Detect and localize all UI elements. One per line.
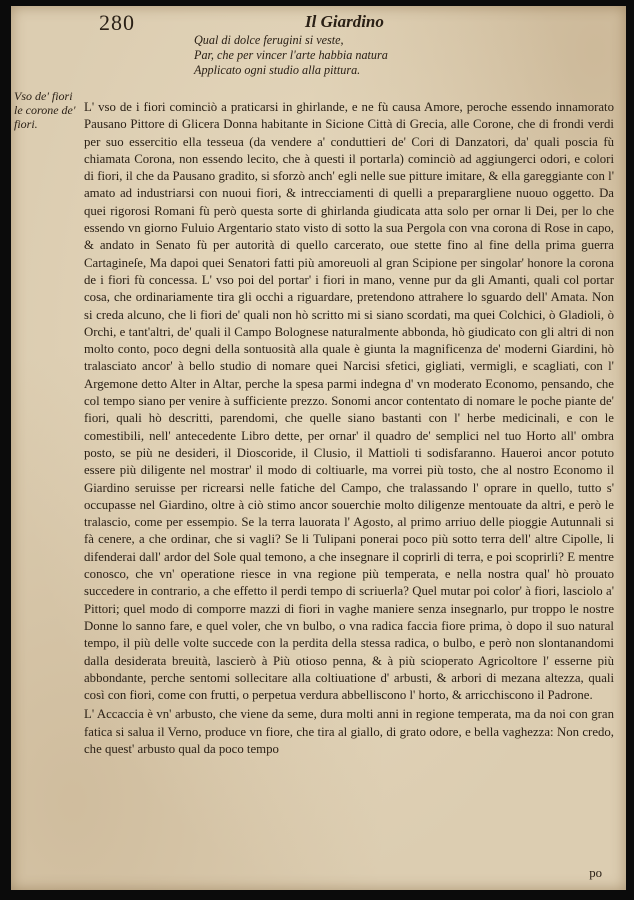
epigraph-verse [194,33,388,78]
page-sheet [11,6,626,890]
paragraph: L' Accaccia è vn' arbusto, che viene da seme, dura molti anni in regione temperata, ma da noi con gran fatica si salua il Verno, produce vn fiore, che tira al giallo, di grato odore, e bella vaghezza: Non credo, che quest' arbusto qual da poco tempo [84,707,614,756]
page-number: 280 [99,10,135,35]
paragraph: L' vso de i fiori cominciò a praticarsi in ghirlande, e ne fù causa Amore, peroche essendo innamorato Pausano Pittore di Glicera Donna habitante in Sicione Città di Grecia, alle Corone, che di frondi verdi per suo essercitio ella tesseua (da vendere a' conduttieri de' Cori di Danzatori, da' quali poscia fù chiamata Corona, non essendo lecito, che à questi il portarla) cominciò ad aggiungerci odori, e colori di fiori, il che da Pausano gradito, si sforzò anch' egli nelle sue pitture imitare, & ella gareggiante con l' amato ad industriarsi con nuoui fiori, & intrecciamenti di quelli a preparargliene nuouo oggetto. Da quei rigorosi Romani fù però questa sorte di ghirlanda giudicata atta solo per ornar li Dei, per lo che essendo vn giorno Fuluio Argentario stato visto di sotto la sua Pergola con vna corona di Rose in capo, & andato in Senato fù per autorità di quello carcerato, oue stette fino al fine della prima guerra Cartagineſe, Ma dapoi quei Senatori fatti più amoreuoli al gran Scipione per singolar' honore la corona de i fiori fù concessa. L' vso poi del portar' i fiori in mano, venne pur da gli Amanti, quali col portar cosa, che ordinariamente tira gli occhi a riguardare, pretendono attrahere lo sguardo dell' Amata. Non si creda alcuno, che li fiori de' quali non hò scritto mi si siano scordati, ma quei Colchici, ò Gladioli, ò Orchi, e tant'altri, de' quali il Campo Bolognese naturalmente abbonda, hò giudicato con gli altri di non molto conto, poco degni della sontuosità alla quale è giunta la magnificenza de' moderni Giardini, hò tralasciato ancor' à bello studio di nomare quei Narcisi sfetici, gigliati, vermigli, e scagliati, con l' Argemone detto Alter in Altar, perche la spesa parmi indegna d' vn moderato Economo, pensando, che col tempo siano per venire à sufficiente prezzo. Sonomi ancor contentato di nomare le poche piante de' fiori, quali hò descritti, parendomi, che quelle siano bastanti con l' herbe medicinali, e con le comestibili, nell' antecedente Libro dette, per ornar' il quadro de' semplici nel tuo Horto all' ombra posto, se più ne desideri, il Dioscoride, il Clusio, il Mattioli ti sodisfaranno. Haueroi ancor potuto essere più diligente nel mostrar' il modo di coltiuarle, ma vorrei più tosto, che al nostro Economo il Giardino seruisse per ricrearsi nelle fatiche del Campo, che tralassando l' oprare in quello, tutto s' occupasse nel Giardino, oltre à ciò stimo ancor souerchie molto diligenze mentouate da altri, e però le tralascio, come per essempio. Se la terra lauorata l' Agosto, al primo arriuo delle pioggie Autunnali si fà cenere, a che ordinar, che si vagli? Se li Tulipani ponerai poco più sotto terra dell' altre Cipolle, li difenderai dall' ardor del Sole qual temono, a che insegnare il coprirli di terra, e poi scoprirli? E mentre conosco, che vn' operatione riesce in vna regione più temperata, e nella nostra qual' hò prouato succedere in contrario, a che effetto il perdi tempo di scriuerla? Quel mutar poi color' à fiori, lasciolo a' Pittori; quel modo di comporre mazzi di fiori in vaghe maniere senza insegnarlo, pur troppo le nostre Donne lo sanno fare, e quel voler, che vn bulbo, o vna radica faccia fiore prima, ò dopo il suo natural tempo, il più delle volte succede con la perdita della stessa radica, o bulbo, e però non slontanandomi dalla desiderata breuità, lascierò à Più otioso penna, & à più scioperato Agricoltore l' esserne più abbondante, perche sentomi sollecitare alla coltiuatione d' arbusti, & arbori di mezana altezza, quali così con fiori, come con frutti, o perpetua verdura abbelliscono l' horto, & arricchiscono il Padrone. [84,100,614,703]
verse-line: Qual di dolce ferugini si veste, [194,33,344,47]
verse-line: Applicato ogni studio alla pittura. [194,63,361,77]
catchword: po [589,866,602,880]
running-head: Il Giardino [305,12,384,31]
body-text [84,99,614,758]
margin-note: Vso de' fiori le corone de' fiori. [14,89,76,131]
verse-line: Par, che per vincer l'arte habbia natura [194,48,388,62]
